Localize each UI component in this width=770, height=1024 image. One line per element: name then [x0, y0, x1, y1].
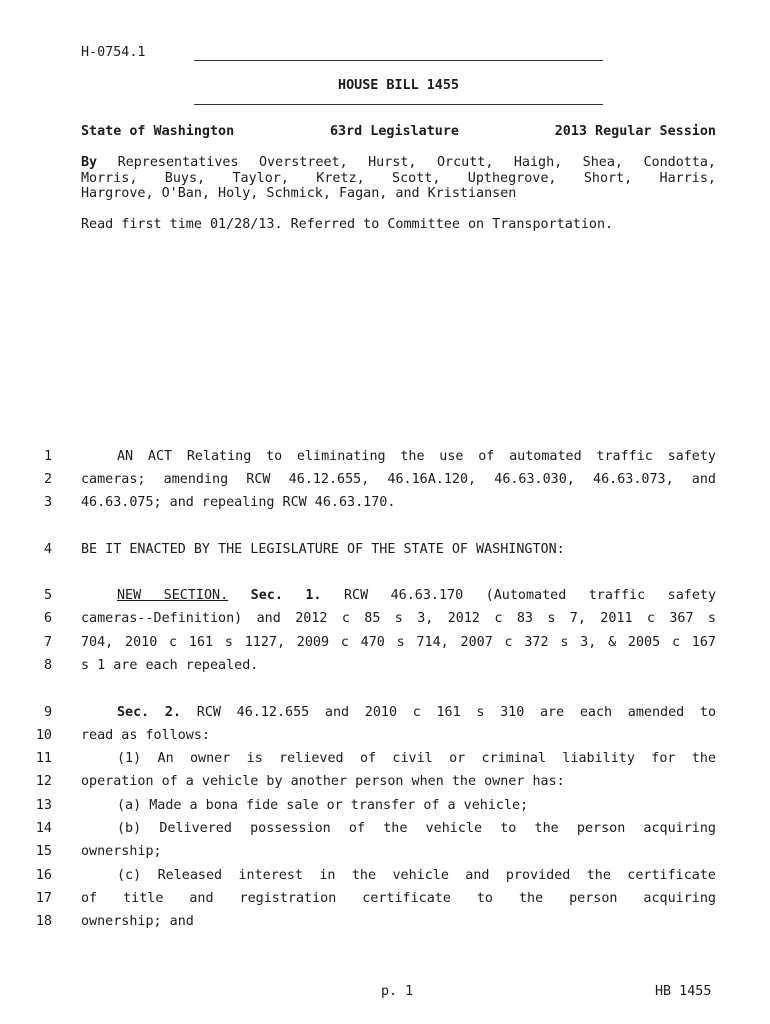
line-number: 8	[43, 658, 52, 673]
line-number: 13	[35, 798, 52, 813]
bill-reference: HB 1455	[655, 984, 712, 999]
session-label: 2013 Regular Session	[554, 124, 716, 139]
bill-text-line: ownership; and	[81, 914, 194, 929]
section-1-heading	[81, 588, 716, 603]
bill-text-line: of title and registration certificate to the person acquiring	[81, 891, 716, 906]
line-number: 10	[35, 728, 52, 743]
document-id: H-0754.1	[81, 45, 146, 60]
read-first-time: Read first time 01/28/13. Referred to Committee on Transportation.	[81, 217, 614, 232]
bill-text-line: 46.63.075; and repealing RCW 46.63.170.	[81, 495, 396, 510]
line-number: 17	[35, 891, 52, 906]
sponsors-line-3: Hargrove, O'Ban, Holy, Schmick, Fagan, and Kristiansen	[81, 186, 517, 201]
section-number: Sec. 1.	[250, 588, 322, 603]
line-number: 7	[43, 635, 52, 650]
bill-text-line: s 1 are each repealed.	[81, 658, 259, 673]
section-2-heading	[81, 705, 716, 720]
state-label: State of Washington	[81, 124, 235, 139]
bill-text-fragment: RCW 46.63.170 (Automated traffic safety	[343, 588, 717, 603]
bill-text-line: 704, 2010 c 161 s 1127, 2009 c 470 s 714, 2007 c 372 s 3, & 2005 c 167	[81, 635, 716, 650]
line-number: 4	[43, 542, 52, 557]
header-rule-bottom	[194, 104, 603, 105]
line-number: 5	[43, 588, 52, 603]
bill-text-fragment: RCW 46.12.655 and 2010 c 161 s 310 are each amended to	[196, 705, 717, 720]
sponsors-line-1	[81, 155, 716, 170]
line-number: 14	[35, 821, 52, 836]
line-number: 6	[43, 611, 52, 626]
sponsors-line-2: Morris, Buys, Taylor, Kretz, Scott, Upthegrove, Short, Harris,	[81, 171, 716, 186]
line-number: 15	[35, 844, 52, 859]
bill-title: HOUSE BILL 1455	[338, 78, 459, 93]
sponsors-by-label: By	[81, 155, 98, 170]
bill-text-line: ownership;	[81, 844, 162, 859]
bill-text-line: AN ACT Relating to eliminating the use of automated traffic safety	[117, 449, 716, 464]
bill-text-line: (b) Delivered possession of the vehicle to the person acquiring	[117, 821, 716, 836]
line-number: 2	[43, 472, 52, 487]
line-number: 1	[43, 449, 52, 464]
enacting-clause: BE IT ENACTED BY THE LEGISLATURE OF THE STATE OF WASHINGTON:	[81, 542, 565, 557]
bill-text-line: read as follows:	[81, 728, 210, 743]
page-number: p. 1	[381, 984, 414, 999]
line-number: 11	[35, 751, 52, 766]
bill-text-line: (a) Made a bona fide sale or transfer of a vehicle;	[117, 798, 529, 813]
new-section-label: NEW SECTION.	[117, 588, 229, 603]
legislature-label: 63rd Legislature	[329, 124, 459, 139]
header-rule-top	[194, 60, 603, 61]
bill-text-line: (c) Released interest in the vehicle and provided the certificate	[117, 868, 716, 883]
bill-text-line: operation of a vehicle by another person when the owner has:	[81, 774, 565, 789]
session-row	[81, 124, 716, 139]
section-number: Sec. 2.	[117, 705, 182, 720]
line-number: 18	[35, 914, 52, 929]
line-number: 3	[43, 495, 52, 510]
bill-text-line: cameras; amending RCW 46.12.655, 46.16A.120, 46.63.030, 46.63.073, and	[81, 472, 716, 487]
sponsors-text-1: Representatives Overstreet, Hurst, Orcutt, Haigh, Shea, Condotta,	[117, 155, 716, 170]
bill-text-line: (1) An owner is relieved of civil or criminal liability for the	[117, 751, 716, 766]
bill-text-line: cameras--Definition) and 2012 c 85 s 3, 2012 c 83 s 7, 2011 c 367 s	[81, 611, 716, 626]
line-number: 9	[43, 705, 52, 720]
line-number: 16	[35, 868, 52, 883]
line-number: 12	[35, 774, 52, 789]
